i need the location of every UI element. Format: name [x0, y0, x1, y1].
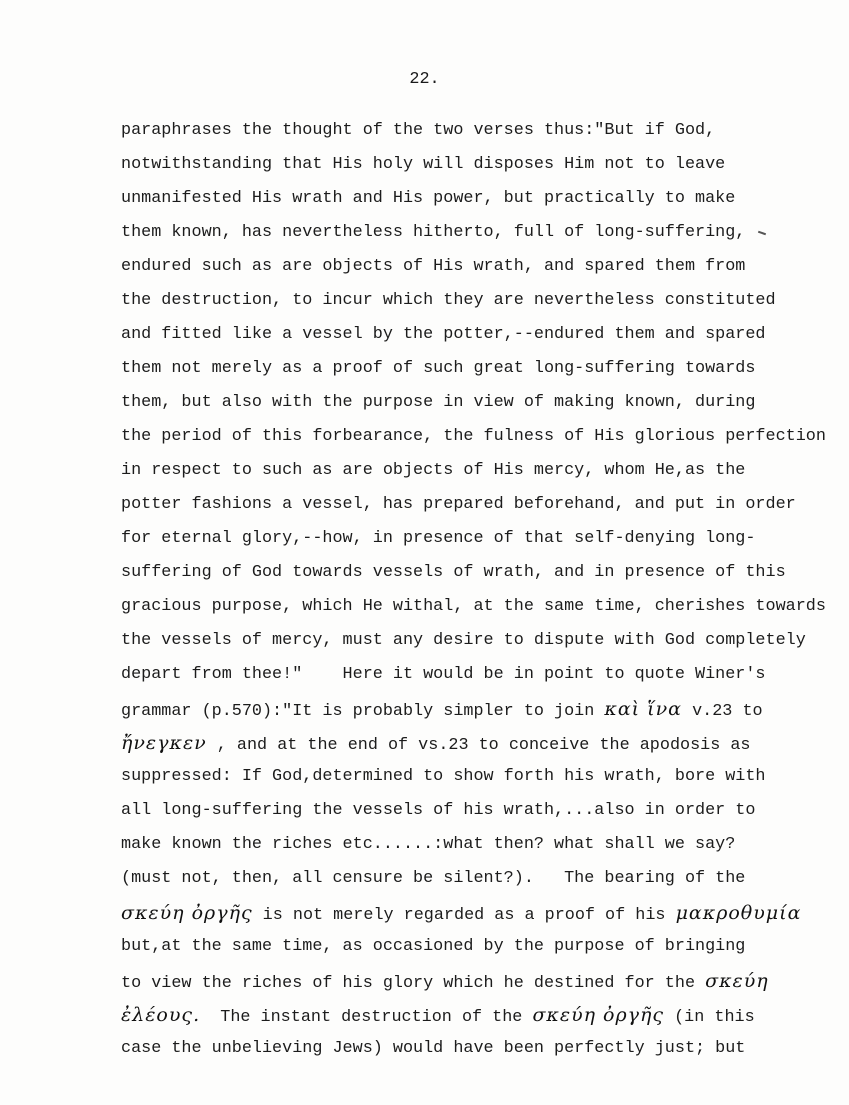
handwritten-greek: μακροθυμία — [675, 902, 802, 924]
text-line — [121, 866, 826, 900]
text-line — [121, 832, 826, 866]
text-line — [121, 594, 826, 628]
typed-text: the destruction, to incur which they are nevertheless constituted — [121, 291, 776, 310]
text-line — [121, 1002, 826, 1036]
page-number: 22. — [409, 70, 440, 89]
typed-text: them, but also with the purpose in view of making known, during — [121, 393, 756, 412]
typed-text: endured such as are objects of His wrath, and spared them from — [121, 257, 746, 276]
typed-text: unmanifested His wrath and His power, but practically to make — [121, 189, 736, 208]
typed-text: suffering of God towards vessels of wrath, and in presence of this — [121, 563, 786, 582]
text-line — [121, 730, 826, 764]
typed-text: The instant destruction of the — [200, 1008, 533, 1027]
text-line — [121, 152, 826, 186]
text-line — [121, 662, 826, 696]
text-line — [121, 288, 826, 322]
typed-text: v.23 to — [682, 702, 763, 721]
text-line — [121, 560, 826, 594]
typed-text: potter fashions a vessel, has prepared beforehand, and put in order — [121, 495, 796, 514]
text-line — [121, 492, 826, 526]
text-line — [121, 764, 826, 798]
typed-text: make known the riches etc......:what then? what shall we say? — [121, 835, 736, 854]
text-line — [121, 356, 826, 390]
page-body-text — [121, 118, 826, 1070]
text-line — [121, 526, 826, 560]
text-line — [121, 322, 826, 356]
text-line — [121, 628, 826, 662]
text-line — [121, 1036, 826, 1070]
typed-text: and fitted like a vessel by the potter,--endured them and spared — [121, 325, 766, 344]
typed-text: grammar (p.570):"It is probably simpler to join — [121, 702, 605, 721]
handwritten-greek: σκεύη — [705, 970, 769, 992]
text-line — [121, 934, 826, 968]
typed-text: suppressed: If God,determined to show forth his wrath, bore with — [121, 767, 766, 786]
text-line — [121, 424, 826, 458]
typed-text: for eternal glory,--how, in presence of that self-denying long- — [121, 529, 756, 548]
text-line — [121, 968, 826, 1002]
typed-text: all long-suffering the vessels of his wrath,...also in order to — [121, 801, 756, 820]
text-line — [121, 118, 826, 152]
typed-text: , and at the end of vs.23 to conceive the apodosis as — [206, 736, 751, 755]
typed-text: gracious purpose, which He withal, at the same time, cherishes towards — [121, 597, 826, 616]
typed-text: the vessels of mercy, must any desire to dispute with God completely — [121, 631, 806, 650]
text-line — [121, 458, 826, 492]
typed-text: (in this — [664, 1008, 755, 1027]
handwritten-greek: σκεύη ὀργῆς — [532, 1004, 665, 1026]
typed-text: to view the riches of his glory which he destined for the — [121, 974, 706, 993]
typed-text: notwithstanding that His holy will disposes Him not to leave — [121, 155, 726, 174]
typed-text: paraphrases the thought of the two verses thus:"But if God, — [121, 121, 716, 140]
typed-text: but,at the same time, as occasioned by the purpose of bringing — [121, 937, 746, 956]
text-line — [121, 696, 826, 730]
text-line — [121, 390, 826, 424]
text-line — [121, 220, 826, 254]
typed-text: (must not, then, all censure be silent?). The bearing of the — [121, 869, 746, 888]
text-line — [121, 254, 826, 288]
typed-text: depart from thee!" Here it would be in point to quote Winer's — [121, 665, 766, 684]
text-line — [121, 186, 826, 220]
typed-text: in respect to such as are objects of His mercy, whom He,as the — [121, 461, 746, 480]
handwritten-greek: ἐλέους. — [121, 1004, 201, 1026]
handwritten-greek: σκεύη ὀργῆς — [121, 902, 253, 924]
typed-text: them known, has nevertheless hitherto, full of long-suffering, — [121, 223, 746, 242]
text-line — [121, 798, 826, 832]
typed-text: case the unbelieving Jews) would have been perfectly just; but — [121, 1039, 746, 1058]
handwritten-greek: καὶ ἵνα — [604, 698, 683, 720]
typed-text: them not merely as a proof of such great long-suffering towards — [121, 359, 756, 378]
typed-text: the period of this forbearance, the fulness of His glorious perfection — [121, 427, 826, 446]
typed-text: is not merely regarded as a proof of his — [252, 906, 676, 925]
text-line — [121, 900, 826, 934]
handwritten-greek: ἤνεγκεν — [121, 732, 207, 754]
